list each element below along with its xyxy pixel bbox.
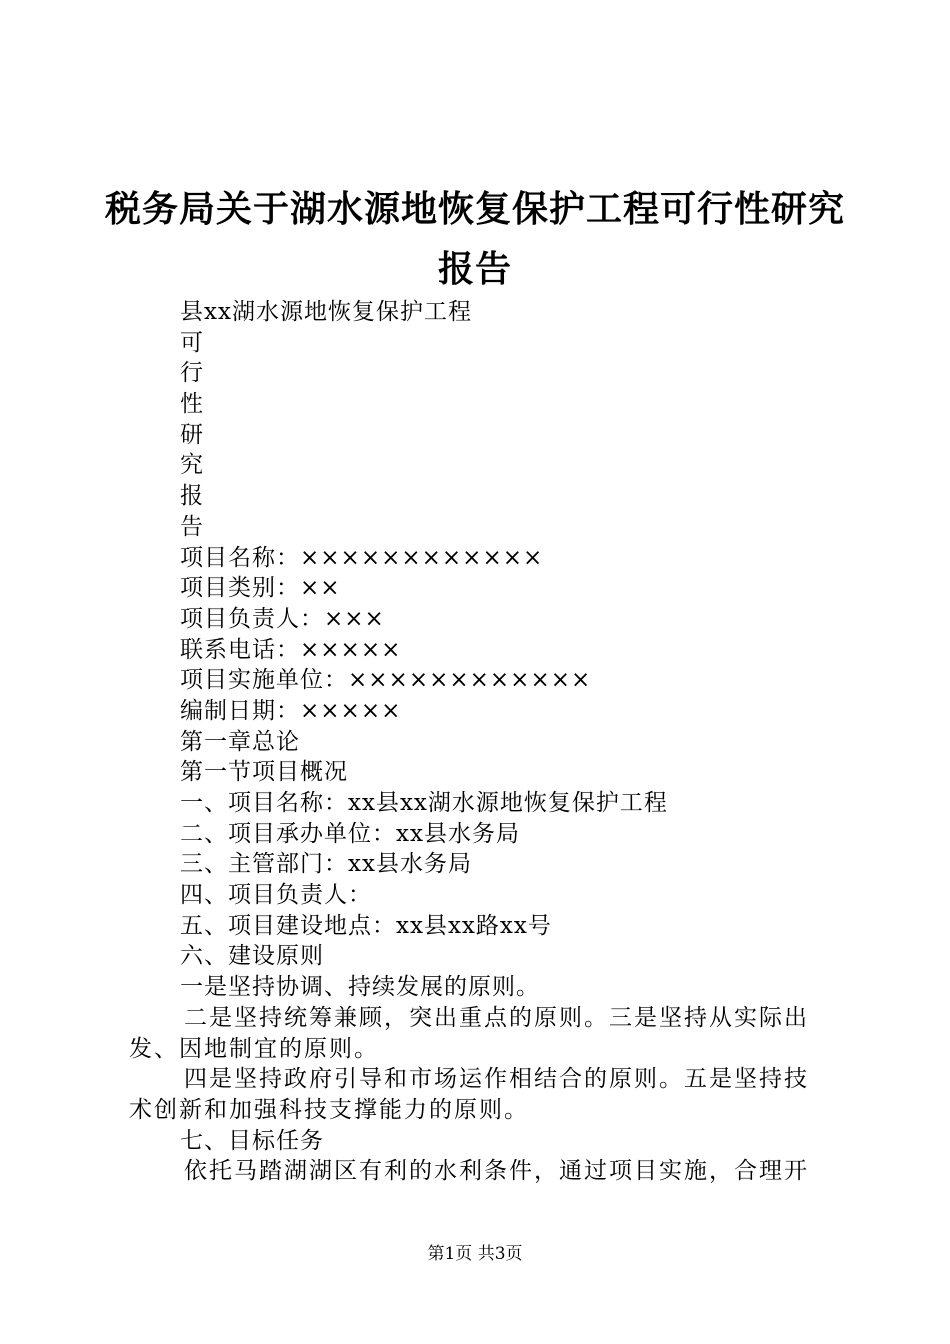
document-title-line-1: 税务局关于湖水源地恢复保护工程可行性研究 <box>104 189 845 230</box>
paragraph-first-line: 二是坚持统筹兼顾，突出重点的原则。三是坚持从实际出 <box>184 1004 809 1031</box>
project-category-line: 项目类别：×× <box>180 575 341 602</box>
text-line: 性 <box>180 391 204 418</box>
text-line: 究 <box>180 452 204 479</box>
list-item: 一、项目名称：xx县xx湖水源地恢复保护工程 <box>180 790 668 816</box>
chapter-heading: 第一章总论 <box>180 728 300 755</box>
contact-phone-line: 联系电话：××××× <box>180 636 402 663</box>
list-item: 四、项目负责人： <box>180 882 372 909</box>
section-heading: 第一节项目概况 <box>180 759 348 786</box>
document-title-line-2: 报告 <box>437 249 512 290</box>
paragraph <box>125 1003 840 1064</box>
list-item: 六、建设原则 <box>180 943 324 970</box>
list-item: 三、主管部门：xx县水务局 <box>180 851 472 878</box>
paragraph-first-line: 四是坚持政府引导和市场运作相结合的原则。五是坚持技 <box>184 1066 809 1093</box>
paragraph <box>125 1064 840 1125</box>
document-body <box>129 297 840 1187</box>
paragraph-continuation: 发、因地制宜的原则。 <box>129 1035 379 1062</box>
list-item: 五、项目建设地点：xx县xx路xx号 <box>180 912 552 939</box>
paragraph <box>125 1156 840 1187</box>
text-line: 报 <box>180 483 204 510</box>
project-name-line: 项目名称：×××××××××××× <box>180 544 544 571</box>
implementing-unit-line: 项目实施单位：×××××××××××× <box>180 667 592 694</box>
page-footer: 第1页 共3页 <box>427 1244 523 1264</box>
compile-date-line: 编制日期：××××× <box>180 697 402 724</box>
text-line: 研 <box>180 421 204 448</box>
principle-line: 一是坚持协调、持续发展的原则。 <box>180 974 540 1001</box>
section-heading: 七、目标任务 <box>180 1127 324 1154</box>
project-leader-line: 项目负责人：××× <box>180 605 385 632</box>
list-item: 二、项目承办单位：xx县水务局 <box>180 820 520 847</box>
text-line: 告 <box>180 513 204 540</box>
text-line: 县xx湖水源地恢复保护工程 <box>180 299 472 325</box>
paragraph-continuation: 术创新和加强科技支撑能力的原则。 <box>129 1096 529 1123</box>
paragraph-first-line: 依托马踏湖湖区有利的水利条件，通过项目实施，合理开 <box>184 1158 809 1185</box>
text-line: 可 <box>180 329 204 356</box>
text-line: 行 <box>180 360 204 387</box>
